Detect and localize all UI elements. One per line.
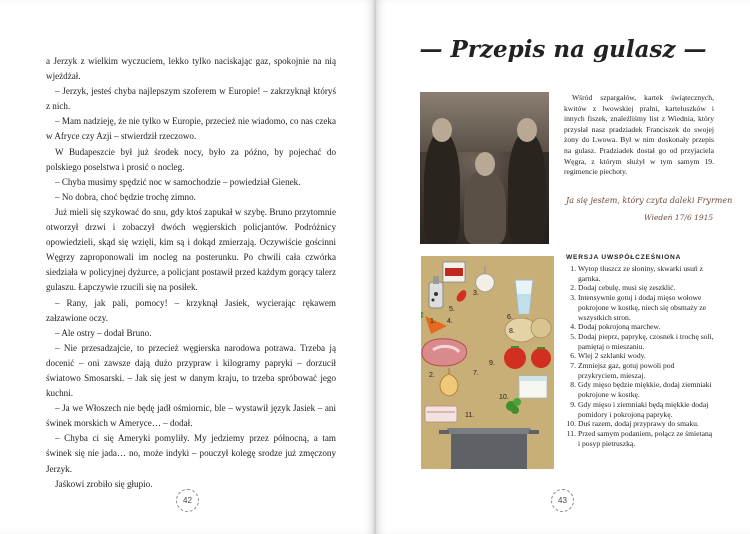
recipe-subtitle: WERSJA UWSPÓŁCZEŚNIONA <box>566 254 682 261</box>
photo-face <box>475 152 495 176</box>
paprika-box-icon <box>443 262 465 282</box>
cooking-pot-icon <box>439 428 539 469</box>
recipe-step: 8. Gdy mięso będzie miękkie, dodaj ziemniaki pokrojone w kostkę. <box>570 380 712 400</box>
paragraph: a Jerzyk z wielkim wyczuciem, lekko tylko naciskając gaz, spokojnie na nią wjeżdżał. <box>46 56 336 82</box>
illustration-step-number: 10. <box>499 394 509 401</box>
handwritten-note: Ja się jestem, który czyta daleki Fryrmen <box>566 196 733 205</box>
illustration-step-number: 3. <box>473 290 479 297</box>
water-glass-icon <box>515 280 533 314</box>
recipe-step: 1. Wytop tłuszcz ze słoniny, skwarki usuń z garnka. <box>570 264 703 283</box>
illustration-step-number: 11. <box>465 412 475 419</box>
illustration-step-number: 6. <box>507 314 513 321</box>
recipe-step: 9. Gdy mięso i ziemniaki będą miękkie dodaj pomidory i pokrojoną paprykę. <box>570 399 709 419</box>
bacon-icon <box>425 406 457 422</box>
paragraph: – Ale ostry – dodał Bruno. <box>55 327 152 338</box>
photo-person <box>464 170 506 244</box>
pepper-grinder-icon <box>429 276 443 308</box>
recipe-title: — Przepis na gulasz — <box>419 36 707 63</box>
left-page-text <box>46 54 336 492</box>
photo-face <box>517 118 537 142</box>
paragraph: – Nie przesadzajcie, to przecież węgierska narodowa potrawa. Trzeba ją docenić – oni zawsze dają dużo przypraw i kilogramy papryki – dorzucił światowo Smosarski. – Jak się jest w danym kraju, to trzeba spróbować jego kuchni. <box>46 342 336 399</box>
recipe-intro: Wśród szpargałów, kartek świątecznych, kwitów z lwowskiej pralni, karteluszków i innych fiszek, znaleźliśmy list z Wiednia, który przysłał nasz pradziadek Franciszek do swojej żony do Lwowa. Był w nim doskonały przepis na gulasz. Pradziadek dostał go od przyjaciela Węgra, z którym służył w tym samym 19. regimencie piechoty. <box>564 93 714 177</box>
tomatoes-icon <box>504 347 551 369</box>
photo-person <box>424 132 460 244</box>
recipe-steps <box>564 264 716 448</box>
recipe-step: 6. Wlej 2 szklanki wody. <box>570 351 646 361</box>
paragraph: – Rany, jak pali, pomocy! – krzyknął Jasiek, wycierając rękawem załzawione oczy. <box>46 297 336 323</box>
photo-face <box>432 118 452 142</box>
ingredients-svg <box>421 256 554 469</box>
right-page <box>376 0 750 534</box>
paragraph: – Chyba musimy spędzić noc w samochodzie – powiedział Gienek. <box>55 176 301 187</box>
page-number-right: 43 <box>551 489 574 512</box>
handwritten-date: Wiedeń 17/6 1915 <box>644 213 714 222</box>
paragraph: – No dobra, choć będzie trochę zimno. <box>55 191 196 202</box>
recipe-step: 2. Dodaj cebulę, musi się zeszklić. <box>570 283 676 293</box>
paragraph: W Budapeszcie był już środek nocy, było za późno, by pojechać do polskiego poselstwa i prosić o nocleg. <box>46 146 336 172</box>
paragraph: Już mieli się szykować do snu, gdy ktoś zapukał w szybę. Bruno przytomnie otworzył drzwi i zobaczył dwóch węgierskich policjantów. Podróżnicy opowiedzieli, skąd się wzięli, kim są i dokąd zmierzają. Oczywiście gościnni Węgrzy zaproponowali im nocleg na posterunku. Po chwili cała czwórka siedziała w policyjnej dyżurce, a policjant postawił przed każdym gorący talerz gulaszu. Łapczywie rzucili się na posiłek. <box>46 206 336 293</box>
beef-meat-icon <box>422 339 467 366</box>
sour-cream-icon <box>519 376 547 398</box>
paragraph: – Mam nadzieję, że nie tylko w Europie, przecież nie wiadomo, co nas czeka w Afryce czy Azji – stwierdził rzeczowo. <box>46 116 336 142</box>
illustration-step-number: 2. <box>429 372 435 379</box>
recipe-step: 11. Przed samym podaniem, połącz ze śmietaną i posyp pietruszką. <box>566 428 713 448</box>
recipe-step: 4. Dodaj pokrojoną marchew. <box>570 322 661 332</box>
recipe-step: 3. Intensywnie gotuj i dodaj mięso wołowe pokrojone w kostkę, niech się obsmaży ze wszystkich stron. <box>570 293 707 322</box>
illustration-step-number: 7. <box>473 370 479 377</box>
illustration-step-number: 1. <box>430 318 436 325</box>
chili-pepper-icon <box>457 290 467 302</box>
illustration-step-number: 8. <box>509 328 515 335</box>
left-page <box>0 0 374 534</box>
paragraph: Jaśkowi zrobiło się głupio. <box>55 478 153 489</box>
paragraph: – Ja we Włoszech nie będę jadł ośmiornic, ble – wystawił język Jasiek – ani świnek morskich w Ameryce… – dodał. <box>46 403 336 429</box>
recipe-step: 7. Zmniejsz gaz, gotuj powoli pod przykryciem, mieszaj. <box>570 361 675 380</box>
recipe-step: 5. Dodaj pieprz, paprykę, czosnek i trochę soli, pamiętaj o mieszaniu. <box>570 331 714 351</box>
illustration-step-number: 4. <box>447 318 453 325</box>
illustration-step-number: 9. <box>489 360 495 367</box>
illustration-step-number: 5. <box>449 306 455 313</box>
vintage-photo <box>420 92 549 244</box>
recipe-step: 10. Duś razem, dodaj przyprawy do smaku. <box>566 419 699 429</box>
garlic-icon <box>476 266 495 292</box>
page-number-left: 42 <box>176 489 199 512</box>
paragraph: – Chyba ci się Ameryki pomyliły. My jedziemy przez północną, a tam świnek się nie jada… no, może indyki – pouczył kolegę srodze już zmęczony Jerzyk. <box>46 433 336 474</box>
paragraph: – Jerzyk, jesteś chyba najlepszym szoferem w Europie! – zakrzyknął któryś z nich. <box>46 86 336 112</box>
onion-icon <box>440 368 458 396</box>
photo-person <box>508 132 546 244</box>
ingredients-illustration <box>421 256 554 469</box>
